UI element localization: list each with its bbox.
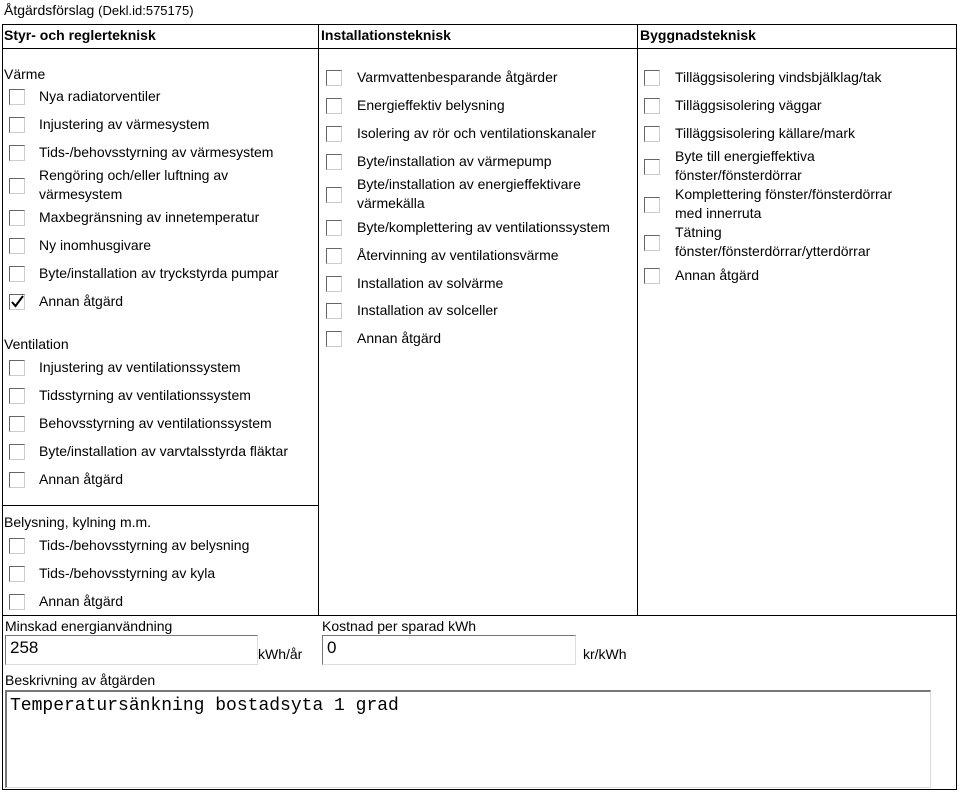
label-vindsbjalklag: Tilläggsisolering vindsbjälklag/tak [675, 69, 882, 85]
label-varmvattenbesparande: Varmvattenbesparande åtgärder [357, 69, 558, 85]
checkbox-tryckstyrda-pumpar[interactable] [9, 266, 25, 282]
description-label: Beskrivning av åtgärden [5, 672, 156, 688]
label-energieffektiva-fonster [675, 147, 815, 185]
checkbox-ny-inomhusgivare[interactable] [9, 238, 25, 254]
label-behovsstyrning-belysning: Tids-/behovsstyrning av belysning [39, 537, 250, 553]
label-tidsstyrning-ventilation: Tidsstyrning av ventilationssystem [39, 387, 251, 403]
label-bygg-annan-atgard: Annan åtgärd [675, 267, 760, 283]
column-divider-1 [318, 24, 319, 616]
label-isolering-ror: Isolering av rör och ventilationskanaler [357, 125, 596, 141]
cost-input[interactable]: 0 [322, 635, 576, 665]
label-solvarme: Installation av solvärme [357, 275, 504, 291]
checkbox-vindsbjalklag[interactable] [644, 70, 660, 86]
checkbox-tatning[interactable] [644, 235, 660, 251]
checkbox-behovsstyrning-ventilation[interactable] [9, 416, 25, 432]
label-innerruta [675, 185, 892, 223]
cost-unit: kr/kWh [583, 646, 627, 662]
column-header-styr: Styr- och reglerteknisk [4, 27, 156, 43]
label-tatning [675, 223, 870, 261]
checkbox-tids-behovsstyrning-varmesystem[interactable] [9, 145, 25, 161]
ventilation-divider [2, 505, 318, 506]
label-ventilation-annan-atgard: Annan åtgärd [39, 471, 124, 487]
label-innerruta-line1: Komplettering fönster/fönsterdörrar [675, 186, 893, 202]
checkmark-icon [11, 295, 24, 308]
checkbox-solvarme[interactable] [326, 276, 342, 292]
checkbox-belysning-annan-atgard[interactable] [9, 594, 25, 610]
energy-unit: kWh/år [258, 646, 303, 662]
label-varvtalsstyrda-flaktar: Byte/installation av varvtalsstyrda fläktar [39, 443, 288, 459]
label-nya-radiatorventiler: Nya radiatorventiler [39, 88, 161, 104]
checkbox-ventilationssystem[interactable] [326, 220, 342, 236]
group-label-belysning: Belysning, kylning m.m. [4, 514, 152, 530]
checkbox-rengoring-luftning[interactable] [9, 178, 25, 194]
energy-label: Minskad energianvändning [5, 618, 173, 634]
energy-input[interactable]: 258 [5, 635, 258, 665]
label-energieffektiv-belysning: Energieffektiv belysning [357, 97, 505, 113]
column-header-bygg: Byggnadsteknisk [640, 27, 756, 43]
checkbox-behovsstyrning-kyla[interactable] [9, 566, 25, 582]
label-energieffektivare-varmekalla [357, 175, 581, 213]
checkbox-energieffektiva-fonster[interactable] [644, 159, 660, 175]
label-energieffektivare-varmekalla-line2: värmekälla [357, 195, 425, 211]
column-divider-2 [637, 24, 638, 616]
description-text: Temperatursänkning bostadsyta 1 grad [10, 696, 399, 716]
checkbox-injustering-ventilation[interactable] [9, 360, 25, 376]
column-header-installation: Installationsteknisk [321, 27, 451, 43]
label-belysning-annan-atgard: Annan åtgärd [39, 593, 124, 609]
checkbox-injustering-varmesystem[interactable] [9, 117, 25, 133]
label-energieffektiva-fonster-line2: fönster/fönsterdörrar [675, 167, 802, 183]
label-tids-behovsstyrning-varmesystem: Tids-/behovsstyrning av värmesystem [39, 144, 274, 160]
label-behovsstyrning-kyla: Tids-/behovsstyrning av kyla [39, 565, 216, 581]
checkbox-energieffektiv-belysning[interactable] [326, 98, 342, 114]
label-behovsstyrning-ventilation: Behovsstyrning av ventilationssystem [39, 415, 272, 431]
label-tatning-line1: Tätning [675, 224, 722, 240]
label-kallare-mark: Tilläggsisolering källare/mark [675, 125, 855, 141]
checkbox-vaggar[interactable] [644, 98, 660, 114]
form-title-id: (Dekl.id:575175) [98, 3, 194, 18]
checkbox-varvtalsstyrda-flaktar[interactable] [9, 444, 25, 460]
checkbox-nya-radiatorventiler[interactable] [9, 89, 25, 105]
label-rengoring-luftning [39, 166, 228, 204]
description-textarea[interactable] [5, 690, 931, 788]
label-tryckstyrda-pumpar: Byte/installation av tryckstyrda pumpar [39, 265, 279, 281]
label-innerruta-line2: med innerruta [675, 205, 762, 221]
label-tatning-line2: fönster/fönsterdörrar/ytterdörrar [675, 243, 871, 259]
label-atervinning-ventilationsvarme: Återvinning av ventilationsvärme [357, 247, 559, 263]
checkbox-varmvattenbesparande[interactable] [326, 70, 342, 86]
group-label-ventilation: Ventilation [4, 336, 69, 352]
label-injustering-ventilation: Injustering av ventilationssystem [39, 359, 241, 375]
checkbox-maxbegransning[interactable] [9, 210, 25, 226]
label-energieffektivare-varmekalla-line1: Byte/installation av energieffektivare [357, 176, 581, 192]
checkbox-ventilation-annan-atgard[interactable] [9, 472, 25, 488]
label-vaggar: Tilläggsisolering väggar [675, 97, 822, 113]
label-energieffektiva-fonster-line1: Byte till energieffektiva [675, 148, 815, 164]
checkbox-energieffektivare-varmekalla[interactable] [326, 187, 342, 203]
checkbox-varmepump[interactable] [326, 154, 342, 170]
checkbox-behovsstyrning-belysning[interactable] [9, 538, 25, 554]
label-rengoring-luftning-line1: Rengöring och/eller luftning av [39, 167, 229, 183]
checkbox-solceller[interactable] [326, 303, 342, 319]
checkbox-installation-annan-atgard[interactable] [326, 331, 342, 347]
checkbox-isolering-ror[interactable] [326, 126, 342, 142]
label-ny-inomhusgivare: Ny inomhusgivare [39, 237, 152, 253]
bottom-divider [2, 615, 957, 616]
label-rengoring-luftning-line2: värmesystem [39, 186, 123, 202]
form-title-main: Åtgärdsförslag [4, 2, 95, 18]
group-label-varme: Värme [4, 66, 46, 82]
checkbox-innerruta[interactable] [644, 197, 660, 213]
label-installation-annan-atgard: Annan åtgärd [357, 330, 442, 346]
header-divider [2, 48, 957, 49]
checkbox-varme-annan-atgard[interactable] [9, 294, 25, 310]
checkbox-atervinning-ventilationsvarme[interactable] [326, 248, 342, 264]
checkbox-kallare-mark[interactable] [644, 126, 660, 142]
label-ventilationssystem: Byte/komplettering av ventilationssystem [357, 219, 610, 235]
checkbox-tidsstyrning-ventilation[interactable] [9, 388, 25, 404]
label-varmepump: Byte/installation av värmepump [357, 153, 552, 169]
label-solceller: Installation av solceller [357, 302, 498, 318]
label-varme-annan-atgard: Annan åtgärd [39, 293, 124, 309]
label-injustering-varmesystem: Injustering av värmesystem [39, 116, 210, 132]
label-maxbegransning: Maxbegränsning av innetemperatur [39, 209, 260, 225]
checkbox-bygg-annan-atgard[interactable] [644, 268, 660, 284]
form-title [4, 2, 194, 18]
cost-label: Kostnad per sparad kWh [322, 618, 477, 634]
